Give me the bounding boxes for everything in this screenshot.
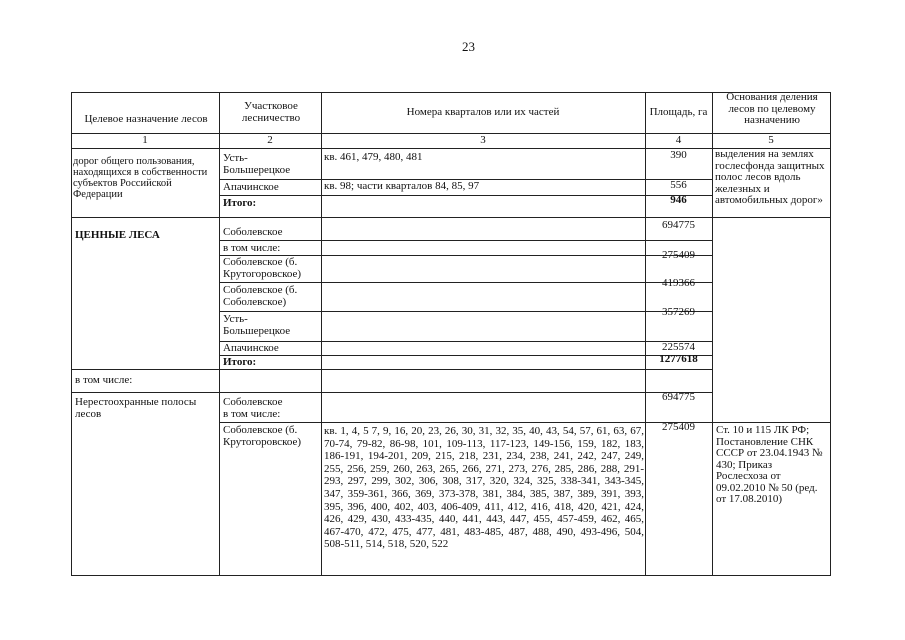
s1-quarters-1: кв. 461, 479, 480, 481	[324, 151, 423, 163]
s1-total-label: Итого:	[223, 197, 257, 209]
page-number: 23	[462, 39, 475, 54]
s2-area-4: 419366	[662, 277, 695, 289]
s1-area-1: 390	[670, 149, 687, 161]
row-line	[219, 422, 831, 423]
col-number: 4	[675, 134, 682, 146]
s1-forestry-2: Апачинское	[223, 181, 279, 193]
header-forestry: Участковое лесничество	[241, 100, 301, 124]
col-divider	[645, 92, 646, 576]
col-divider	[321, 92, 322, 576]
s2-forestry-3: Соболевское (б. Крутогоровское)	[223, 256, 302, 280]
s2-area-3: 275409	[662, 249, 695, 261]
s4-quarters-2: кв. 1, 4, 5 7, 9, 16, 20, 23, 26, 30, 31, 32, 35, 40, 43, 54, 57, 61, 63, 67, 70-74, 79-82, 86-98, 101, 109-113, 117-123, 149-156, 159, 182, 183, 186-191, 194-201, 209, 215, 218, 231, 234, 238, 241, 242, 247, 249, 255, 256, 259, 260, 263, 265, 266, 271, 273, 276, 285, 286, 288, 291-293, 297, 299, 302, 306, 308, 317, 320, 324, 325, 338-341, 343-345, 347, 359-361, 366, 369, 373-378, 381, 384, 385, 387, 389, 391, 393, 395, 396, 400, 402, 403, 406-409, 411, 412, 416, 418, 420, 421, 424, 426, 429, 430, 433-435, 440, 441, 443, 447, 455, 457-459, 462, 465, 467-470, 472, 475, 477, 481, 483-485, 487, 488, 490, 493-496, 504, 508-511, 514, 518, 520, 522	[324, 425, 644, 551]
section-line	[71, 369, 712, 370]
col-number: 1	[142, 134, 148, 146]
s4-area-2: 275409	[662, 421, 695, 433]
s1-quarters-2: кв. 98; части кварталов 84, 85, 97	[324, 180, 480, 192]
col-number: 3	[480, 134, 486, 146]
row-line	[219, 195, 712, 196]
table-border-right	[830, 92, 831, 576]
col-divider	[712, 92, 713, 576]
table-border-bottom	[71, 575, 831, 576]
s2-forestry-4: Соболевское (б. Соболевское)	[223, 284, 298, 308]
s1-basis: выделения на землях гослесфонда защитных полос лесов вдоль железных и автомобильных дорог»	[715, 148, 825, 206]
s4-basis: Ст. 10 и 115 ЛК РФ; Постановление СНК СССР от 23.04.1943 № 430; Приказ Рослесхоза от 09.02.2010 № 50 (ред. от 17.08.2010)	[716, 424, 823, 505]
s2-total-area: 1277618	[659, 353, 698, 365]
section-line	[71, 392, 712, 393]
row-line	[219, 355, 712, 356]
table-border-left	[71, 92, 72, 576]
s1-area-2: 556	[670, 179, 687, 191]
s4-forestry-1: Соболевское	[223, 396, 283, 408]
s4-forestry-1-sub: в том числе:	[223, 408, 281, 420]
col-number: 2	[267, 134, 273, 146]
header-purpose: Целевое назначение лесов	[84, 113, 208, 125]
section-line	[71, 217, 831, 218]
s2-total-label: Итого:	[223, 356, 257, 368]
s1-forestry-1: Усть-Большерецкое	[223, 152, 291, 176]
forest-purpose-table	[71, 92, 831, 576]
s4-purpose: Нерестоохранные полосы лесов	[75, 396, 197, 420]
s4-forestry-2: Соболевское (б. Крутогоровское)	[223, 424, 302, 448]
s2-purpose: ЦЕННЫЕ ЛЕСА	[75, 229, 160, 241]
row-line	[219, 311, 712, 312]
col-divider	[219, 92, 220, 576]
s2-area-5: 357269	[662, 306, 695, 318]
header-area: Площадь, га	[649, 106, 708, 118]
row-line	[219, 282, 712, 283]
s2-forestry-5: Усть-Большерецкое	[223, 313, 291, 337]
row-line	[219, 341, 712, 342]
s2-area-6: 225574	[662, 341, 695, 353]
s2-forestry-2: в том числе:	[223, 242, 281, 254]
s2-area-1: 694775	[662, 219, 695, 231]
col-number: 5	[768, 134, 774, 146]
header-bottom-line	[71, 133, 831, 134]
s2-forestry-1: Соболевское	[223, 226, 283, 238]
header-quarters: Номера кварталов или их частей	[406, 106, 560, 118]
row-line	[219, 240, 712, 241]
header-basis: Основания деления лесов по целевому назначению	[726, 91, 818, 126]
s1-purpose: дорог общего пользования, находящихся в собственности субъектов Российской Федерации	[73, 156, 208, 200]
s2-forestry-6: Апачинское	[223, 342, 279, 354]
s4-area-1: 694775	[662, 391, 695, 403]
s1-total-area: 946	[670, 194, 687, 206]
s3-label: в том числе:	[75, 374, 133, 386]
